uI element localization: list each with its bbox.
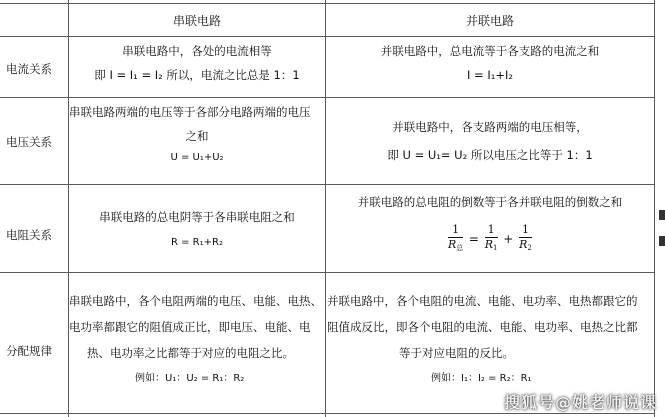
parallel-distribution-line: 阻值成反比，即各个电阻的电流、电能、电功率、电热之比都 xyxy=(327,320,638,334)
edge-marker xyxy=(659,236,665,246)
series-current-cell xyxy=(69,42,325,84)
parallel-voltage-line: 并联电路中，各支路两端的电压相等， xyxy=(392,120,588,134)
series-voltage-line: U = U₁+U₂ xyxy=(170,152,224,163)
series-distribution-line: 串联电路中，各个电阻两端的电压、电能、电热、 xyxy=(69,294,322,308)
table-rule xyxy=(0,272,655,273)
watermark: 搜狐号@姚老师说课 xyxy=(503,393,657,412)
series-current-line: 串联电路中，各处的电流相等 xyxy=(122,44,272,58)
series-distribution-cell xyxy=(69,292,325,388)
row-label-distribution: 分配规律 xyxy=(6,344,52,358)
row-label-voltage: 电压关系 xyxy=(6,135,52,149)
parallel-current-cell xyxy=(326,42,654,84)
parallel-current-line: 并联电路中，总电流等于各支路的电流之和 xyxy=(380,44,600,58)
fraction-total: $\frac{1}{R_总}$ xyxy=(447,223,464,252)
series-distribution-line: 热、电功率之比都等于对应的电阻之比。 xyxy=(87,346,294,360)
series-resistance-cell xyxy=(69,208,325,252)
parallel-resistance-cell xyxy=(326,193,654,255)
series-resistance-line: R = R₁+R₂ xyxy=(171,237,223,248)
row-label-resistance: 电阻关系 xyxy=(6,228,52,242)
parallel-distribution-line: 例如：I₁：I₂ = R₂：R₁ xyxy=(431,373,532,384)
plus-sign: + xyxy=(503,232,514,246)
fraction-r1: $\frac{1}{R_1}$ xyxy=(484,223,498,252)
equals-sign: = xyxy=(468,232,479,246)
series-resistance-line: 串联电路的总电阴等于各串联电阻之和 xyxy=(99,210,295,224)
parallel-resistance-formula xyxy=(326,223,654,255)
parallel-voltage-cell xyxy=(326,118,654,164)
fraction-r2: $\frac{1}{R_2}$ xyxy=(519,223,532,252)
table-rule xyxy=(0,97,655,98)
column-header-series: 串联电路 xyxy=(172,14,221,28)
parallel-voltage-line: 即 U = U₁= U₂ 所以电压之比等于 1：1 xyxy=(387,148,593,162)
table-rule xyxy=(0,184,655,185)
table-border-top xyxy=(0,3,655,4)
row-label-current: 电流关系 xyxy=(6,62,52,76)
column-header-parallel: 并联电路 xyxy=(465,14,514,28)
table-border-bottom xyxy=(0,413,655,414)
series-current-line: 即 I = I₁ = I₂ 所以，电流之比总是 1：1 xyxy=(94,68,300,82)
parallel-current-line: I = I₁+I₂ xyxy=(467,68,513,82)
series-voltage-cell xyxy=(69,103,325,167)
parallel-resistance-line: 并联电路的总电阻的倒数等于各并联电阻的倒数之和 xyxy=(357,195,623,209)
parallel-distribution-line: 等于对应电阻的反比。 xyxy=(399,346,514,360)
series-distribution-line: 电功率都跟它的阻值成正比，即电压、电能、电 xyxy=(69,320,311,334)
edge-marker xyxy=(659,210,665,220)
parallel-distribution-cell xyxy=(327,292,654,388)
series-voltage-line: 串联电路两端的电压等于各部分电路两端的电压 xyxy=(69,105,311,119)
series-distribution-line: 例如：U₁：U₂ = R₁：R₂ xyxy=(135,373,245,384)
parallel-distribution-line: 并联电路中，各个电阻的电流、电能、电功率、电热都跟它的 xyxy=(327,294,638,308)
table-border-right xyxy=(654,0,655,417)
table-rule xyxy=(0,36,655,37)
series-voltage-line: 之和 xyxy=(185,129,209,143)
